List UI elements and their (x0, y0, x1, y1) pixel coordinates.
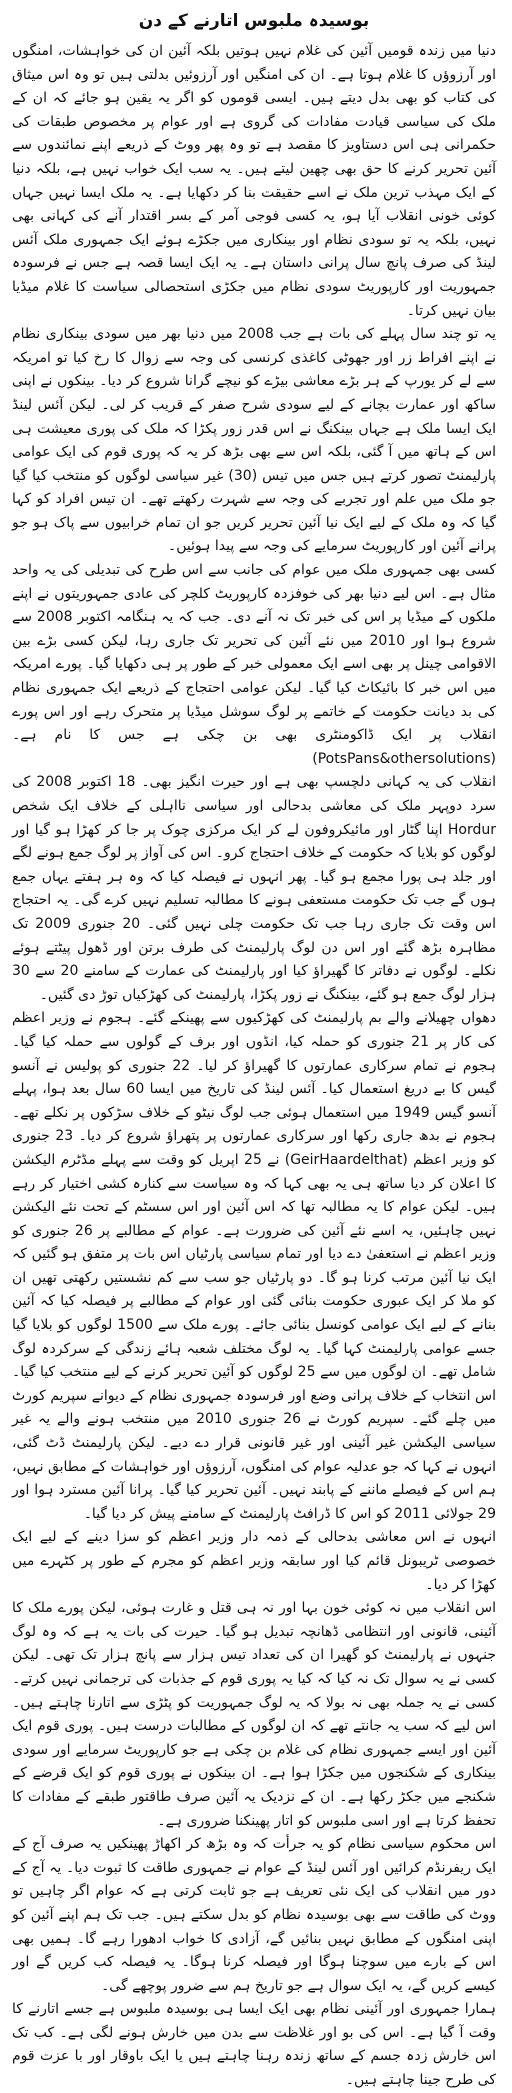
article-paragraph: انہوں نے اس معاشی بدحالی کے ذمہ دار وزیر اعظم کو سزا دینے کے لیے ایک خصوصی ٹریبونل قائم کیا اور سابقہ وزیر اعظم کو مجرم کے طور پر کٹہرے میں کھڑا کر دیا۔ (12, 1529, 496, 1593)
article-paragraph: دھواں چھیلانے والے بم پارلیمنٹ کی کھڑکیوں سے پھینکے گئے۔ ہجوم نے وزیر اعظم کی کار پر 21 جنوری کو حملہ کیا، انڈوں اور برف کے گولوں سے حملہ کیا گیا۔ ہجوم نے تمام سرکاری عمارتوں کا گھیراؤ کر لیا۔ 22 جنوری کو پولیس نے آنسو گیس کا بے دریغ استعمال کیا۔ آئس لینڈ کی تاریخ میں ایسا 60 سال بعد ہوا، پہلے آنسو گیس 1949 میں استعمال ہوئی جب لوگ نیٹو کے خلاف سڑکوں پر نکلے تھے۔ ہجوم نے بدھ جاری رکھا اور سرکاری عمارتوں پر پتھراؤ شروع کر دیا۔ 23 جنوری کو وزیر اعظم (GeirHaardelthat) نے 25 اپریل کو وقت سے پہلے مڈٹرم الیکشن کا اعلان کر دیا ساتھ ہی یہ بھی کہا کہ وہ سیاست سے کنارہ کشی اختیار کر رہے ہیں۔ لیکن عوام کا یہ مطالبہ تھا کہ اس آئین اور اس سسٹم کے تحت نئے الیکشن نہیں چاہئیں، یہ اسے نئے آئین کی ضرورت ہے۔ عوام کے مطالبے پر 26 جنوری کو وزیر اعظم نے استعفیٰ دے دیا اور تمام سیاسی پارٹیاں اس بات پر متفق ہو گئیں کہ ایک نیا آئین مرتب کرنا ہو گا۔ دو پارٹیاں جو سب سے کم نشستیں رکھتی تھیں ان کو ملا کر ایک عبوری حکومت بنائی گئی اور عوام کے مطالبے پر فیصلہ کیا کہ آئین بنانے کے لیے ایک عوامی کونسل بنائی جائے۔ پورے ملک سے 1500 لوگوں کو بلایا گیا جسے عوامی پارلیمنٹ کہا گیا۔ یہ لوگ مختلف شعبہ ہائے زندگی کے سرکردہ لوگ شامل تھے۔ ان لوگوں میں سے 25 لوگوں کو آئین تحریر کرنے کے لیے منتخب کیا گیا۔ اس انتخاب کے خلاف پرانی وضع اور فرسودہ جمہوری نظام کے دیوانے سپریم کورٹ میں چلے گئے۔ سپریم کورٹ نے 26 جنوری 2010 میں منتخب ہونے والے یہ غیر سیاسی الیکشن غیر آئینی اور غیر قانونی قرار دے دیے۔ لیکن پارلیمنٹ ڈٹ گئی، انہوں نے کہا کہ جو عدلیہ عوام کی امنگوں، آرزوؤں اور خواہشات کے مطابق نہیں، ہم اس کے فیصلے ماننے کے پابند نہیں۔ آئین تحریر کیا گیا۔ پرانا آئین مسترد ہوا اور 29 جولائی 2011 کو اس کا ڈرافٹ پارلیمنٹ کے سامنے پیش کر دیا گیا۔ (12, 1010, 497, 1522)
article-paragraph: اس انقلاب میں نہ کوئی خون بہا اور نہ ہی قتل و غارت ہوئی، لیکن پورے ملک کا آئینی، قانونی اور انتظامی ڈھانچہ تبدیل ہو گیا۔ حیرت کی بات یہ ہے کہ وہ لوگ جنہوں نے پارلیمنٹ کو گھیرا ان کی تعداد تیس ہزار سے پانچ ہزار تک تھی۔ لیکن کسی نے یہ سوال تک نہ کیا کہ کیا یہ پوری قوم کے جذبات کی ترجمانی نہیں کرتے۔ کسی نے یہ جملہ بھی نہ بولا کہ یہ لوگ جمہوریت کو پٹڑی سے اتارنا چاہتے ہیں۔ اس لیے کہ سب یہ جانتے تھے کہ ان لوگوں کے مطالبات درست ہیں۔ پوری قوم ایک آئین اور ایسے جمہوری نظام کی غلام بن چکی ہے جو کارپوریٹ سرمایے اور سودی بینکاری کے شکنجوں میں جکڑا ہوا ہے۔ ان بینکوں نے پوری قوم کو ایک قرضے کے شکنجے میں جکڑ رکھا ہے۔ ان کے نزدیک یہ آئین صرف طاقتور طبقے کے مفادات کا تحفظ کرتا ہے اور اسی ملبوس کو اتار پھینکنا ضروری ہے۔ (12, 1600, 496, 1829)
article-paragraph: کسی بھی جمہوری ملک میں عوام کی جانب سے اس طرح کی تبدیلی کی یہ واحد مثال ہے۔ اس لیے دنیا بھر کی خوفزدہ کارپوریٹ کلچر کی عادی جمہوریتوں نے اپنے ملکوں کے میڈیا پر اس کی خبر تک نہ آنے دی۔ جب کہ یہ ہنگامہ اکتوبر 2008 سے شروع ہوا اور 2010 میں نئے آئین کی تحریر تک جاری رہا، لیکن کسی بڑے بین الاقوامی چینل پر بھی اسے ایک معمولی خبر کے طور پر ہی دکھایا گیا۔ پورے امریکہ میں اس خبر کا بائیکاٹ کیا گیا۔ لیکن عوامی احتجاج کے ذریعے ایک جمہوری نظام کی بد دیانت حکومت کے خاتمے پر لوگ سوشل میڈیا پر متحرک رہے اور اس پورے انقلاب پر ایک ڈاکومنٹری بھی بن چکی ہے جس کا نام ہے۔ (PotsPans&othersolutions) (12, 562, 497, 767)
article-paragraph: یہ تو چند سال پہلے کی بات ہے جب 2008 میں دنیا بھر میں سودی بینکاری نظام نے اپنے افراط زر اور جھوٹی کاغذی کرنسی کی وجہ سے زوال کا رخ کیا تو امریکہ سے لے کر یورپ کے ہر بڑے معاشی بیڑے کو نیچے گرانا شروع کر دیا۔ بینکوں نے اپنی ساکھ اور عمارت بچانے کے لیے سودی شرح صفر کے قریب کر لی۔ لیکن آئس لینڈ ایک ایسا ملک ہے جہاں بینکنگ نے اس قدر زور پکڑا کہ ملک کی پوری معیشت ہی اس کے ہاتھ میں آ گئی، بلکہ اس سے بھی بڑھ کر یہ کہ پوری قوم کی ایک عوامی پارلیمنٹ تصور کرتے ہیں جس میں تیس (30) غیر سیاسی لوگوں کو منتخب کیا گیا جو ملک میں علم اور تجربے کی وجہ سے شہرت رکھتے تھے۔ ان تیس افراد کو کہا گیا کہ وہ ملک کے لیے ایک نیا آئین تحریر کریں جو ان تمام خرابیوں سے پاک ہو جو پرانے آئین اور کارپوریٹ سرمایے کی وجہ سے پیدا ہوئیں۔ (12, 326, 496, 555)
article-title: بوسیدہ ملبوس اتارنے کے دن (138, 11, 370, 31)
article-paragraph: ہمارا جمہوری اور آئینی نظام بھی ایک ایسا ہی بوسیدہ ملبوس ہے جسے اتارنے کا وقت آ گیا ہے۔ اس کی بو اور غلاظت سے بدن میں خارش ہونے لگی ہے۔ کب تک اس خارش زدہ جسم کے ساتھ زندہ رہنا چاہتے ہیں یا ایک باوقار اور با عزت قوم کی طرح جینا چاہتے ہیں۔ (12, 2001, 496, 2089)
article-paragraph: اس محکوم سیاسی نظام کو یہ جرأت کہ وہ بڑھ کر اکھاڑ پھینکیں یہ صرف آج کے ایک ریفرنڈم کرائیں اور آئس لینڈ کے عوام نے جمہوری طاقت کا ثبوت دیا۔ یہ آج کے دور میں انقلاب کی ایک نئی تعریف ہے جو ثابت کرتی ہے کہ عوام اگر چاہیں تو ووٹ کی طاقت سے بھی بوسیدہ نظام کو بدل سکتے ہیں۔ جب تک ہم اپنے آئین کو اپنی امنگوں کے مطابق نہیں بنائیں گے، آزادی کا خواب ادھورا رہے گا۔ ہمیں بھی اس کے بارے میں سوچنا ہوگا اور فیصلہ کرنا ہوگا۔ یہ فیصلہ کب کریں گے اور کیسے کریں گے، یہ ایک سوال ہے جو تاریخ ہم سے ضرور پوچھے گی۔ (12, 1836, 496, 1994)
article-paragraph: دنیا میں زندہ قومیں آئین کی غلام نہیں ہوتیں بلکہ آئین ان کی خواہشات، امنگوں اور آرزوؤں کا غلام ہوتا ہے۔ ان کی امنگیں اور آرزوئیں بدلتی ہیں تو وہ اس میثاق کی کتاب کو بھی بدل دیتے ہیں۔ ایسی قوموں کو اگر یہ یقین ہو جائے کہ ان کے ملک کی سیاسی قیادت مفادات کی گروی ہے اور عوام پر مخصوص طبقات کی حکمرانی ہی اس دستاویز کا مقصد ہے تو وہ پھر ووٹ کے ذریعے اپنے نمائندوں سے آئین تحریر کرنے کا حق بھی چھین لیتے ہیں۔ یہ سب ایک خواب نہیں ہے، بلکہ دنیا کے ایک مہذب ترین ملک نے اسے حقیقت بنا کر دکھایا ہے۔ یہ ملک ایسا نہیں جہاں کوئی خونی انقلاب آیا ہو، یہ کسی فوجی آمر کے بسر اقتدار آنے کی کہانی بھی نہیں، بلکہ یہ تو سودی نظام اور بینکاری میں جکڑے ہوئے ایک جمہوری ملک آئس لینڈ کی صرف پانچ سال پرانی داستان ہے۔ یہ ایک ایسا قصہ ہے جس نے فرسودہ جمہوریت اور کارپوریٹ سودی نظام میں جکڑی استحصالی سیاست کا غلام میڈیا بیان نہیں کرتا۔ (12, 43, 496, 319)
article-paragraph: انقلاب کی یہ کہانی دلچسپ بھی ہے اور حیرت انگیز بھی۔ 18 اکتوبر 2008 کی سرد دوپہر ملک کی معاشی بدحالی اور سیاسی نااہلی کے خلاف ایک شخص Hordur اپنا گٹار اور مائیکروفون لے کر ایک مرکزی چوک پر جا کر کھڑا ہو گیا اور لوگوں کو بلایا کہ حکومت کے خلاف احتجاج کرو۔ اس کی آواز پر لوگ جمع ہونے لگے اور جلد ہی پورا مجمع ہو گیا۔ پھر انہوں نے فیصلہ کیا کہ وہ ہر ہفتے یہاں جمع ہوں گے جب تک حکومت مستعفی ہونے کا مطالبہ تسلیم نہیں کرے گی۔ یہ احتجاج اس وقت تک جاری رہا جب تک حکومت چلی نہیں گئی۔ 20 جنوری 2009 تک مظاہرہ بڑھ گئے اور اس دن لوگ پارلیمنٹ کی طرف برتن اور ڈھول پیٹتے ہوئے نکلے۔ لوگوں نے دفاتر کا گھیراؤ کیا اور پارلیمنٹ کی عمارت کے سامنے 20 سے 30 ہزار لوگ جمع ہو گئے، بینکنگ نے زور پکڑا، پارلیمنٹ کی کھڑکیاں توڑ دی گئیں۔ (12, 774, 496, 1003)
